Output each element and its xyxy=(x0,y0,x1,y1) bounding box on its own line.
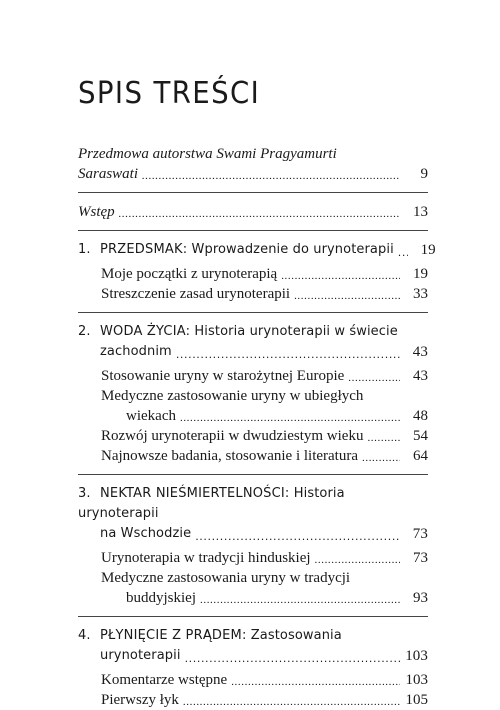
divider xyxy=(78,474,428,475)
toc-sub-entry[interactable] xyxy=(101,548,428,568)
toc-sub-entry[interactable] xyxy=(101,366,428,386)
divider xyxy=(78,230,428,231)
toc-page-number: 19 xyxy=(420,242,436,258)
dot-leader xyxy=(185,651,400,666)
toc-sub-entry[interactable] xyxy=(101,386,428,426)
toc-entry-label: Moje początki z urynoterapią xyxy=(101,266,278,282)
toc-page-number: 43 xyxy=(413,368,428,384)
dot-leader xyxy=(231,674,400,690)
toc-chapter-3[interactable] xyxy=(78,484,428,544)
toc-page-number: 93 xyxy=(413,590,428,606)
toc-sub-entry[interactable] xyxy=(101,284,428,304)
toc-entry-label: Stosowanie uryny w starożytnej Europie xyxy=(101,368,345,384)
toc-entry-label: Najnowsze badania, stosowanie i literatura xyxy=(101,448,358,464)
toc-page-number: 33 xyxy=(413,286,428,302)
toc-page-number: 73 xyxy=(413,550,428,566)
chapter-title: Historia urynoterapii xyxy=(78,486,345,521)
toc-sub-entry[interactable] xyxy=(101,670,428,690)
dot-leader xyxy=(180,410,400,426)
chapter-title: Wprowadzenie do urynoterapii xyxy=(187,242,394,257)
dot-leader xyxy=(142,168,400,184)
chapter-number: 1. xyxy=(78,242,91,257)
toc-entry-intro[interactable] xyxy=(78,202,428,222)
dot-leader xyxy=(315,552,400,568)
chapter-title-upper: NEKTAR NIEŚMIERTELNOŚCI: xyxy=(100,486,290,501)
toc-sub-entry[interactable] xyxy=(101,568,428,608)
dot-leader xyxy=(281,268,400,284)
table-of-contents xyxy=(78,144,436,710)
toc-entry-label: Streszczenie zasad urynoterapii xyxy=(101,286,291,302)
dot-leader xyxy=(183,694,400,710)
toc-sub-entry[interactable] xyxy=(101,264,428,284)
chapter-number: 4. xyxy=(78,628,91,643)
toc-sub-entry[interactable] xyxy=(101,426,428,446)
chapter-title-cont: zachodnim xyxy=(100,344,172,359)
page-title: SPIS TREŚCI xyxy=(78,76,261,111)
toc-page-number: 19 xyxy=(413,266,428,282)
divider xyxy=(78,312,428,313)
toc-page-number: 9 xyxy=(420,166,428,182)
toc-entry-label: Przedmowa autorstwa Swami Pragyamurti xyxy=(78,146,337,162)
toc-entry-label: Rozwój urynoterapii w dwudziestym wieku xyxy=(101,428,364,444)
chapter-title: Historia urynoterapii w świecie xyxy=(190,324,398,339)
toc-entry-label: Komentarze wstępne xyxy=(101,672,228,688)
toc-chapter-4[interactable] xyxy=(78,626,428,666)
dot-leader xyxy=(119,206,400,222)
toc-sub-entry[interactable] xyxy=(101,690,428,710)
dot-leader xyxy=(195,529,400,544)
dot-leader xyxy=(294,288,400,304)
toc-page-number: 48 xyxy=(413,408,428,424)
toc-sub-entry[interactable] xyxy=(101,446,428,466)
toc-entry-label: Urynoterapia w tradycji hinduskiej xyxy=(101,550,311,566)
toc-chapter-2[interactable] xyxy=(78,322,428,362)
toc-page-number: 103 xyxy=(405,672,428,688)
dot-leader xyxy=(176,347,400,362)
toc-page-number: 43 xyxy=(412,344,428,360)
toc-entry-label: Saraswati xyxy=(78,166,139,182)
toc-entry-label: Wstęp xyxy=(78,204,115,220)
toc-entry-label-cont: wiekach xyxy=(126,408,176,424)
toc-entry-preface[interactable] xyxy=(78,144,428,184)
chapter-title-upper: PŁYNIĘCIE Z PRĄDEM: xyxy=(100,628,247,643)
divider xyxy=(78,616,428,617)
toc-page-number: 54 xyxy=(413,428,428,444)
dot-leader xyxy=(367,430,400,446)
chapter-number: 3. xyxy=(78,486,91,501)
chapter-title: Zastosowania xyxy=(246,628,342,643)
dot-leader xyxy=(200,592,400,608)
dot-leader xyxy=(362,450,400,466)
chapter-title-upper: PRZEDSMAK: xyxy=(100,242,188,257)
toc-page-number: 64 xyxy=(413,448,428,464)
toc-entry-label: Pierwszy łyk xyxy=(101,692,179,708)
toc-page-number: 105 xyxy=(405,692,428,708)
divider xyxy=(78,192,428,193)
toc-chapter-1[interactable] xyxy=(78,240,436,260)
dot-leader xyxy=(348,370,400,386)
chapter-number: 2. xyxy=(78,324,91,339)
toc-entry-label: Medyczne zastosowanie uryny w ubiegłych xyxy=(101,388,364,404)
toc-page-number: 73 xyxy=(412,526,428,542)
toc-entry-label: Medyczne zastosowania uryny w tradycji xyxy=(101,570,351,586)
toc-page-number: 103 xyxy=(405,648,428,664)
chapter-title-cont: urynoterapii xyxy=(100,648,181,663)
chapter-title-upper: WODA ŻYCIA: xyxy=(100,324,191,339)
chapter-title-cont: na Wschodzie xyxy=(100,526,192,541)
toc-page-number: 13 xyxy=(413,204,428,220)
dot-leader xyxy=(398,245,408,260)
toc-entry-label-cont: buddyjskiej xyxy=(126,590,196,606)
